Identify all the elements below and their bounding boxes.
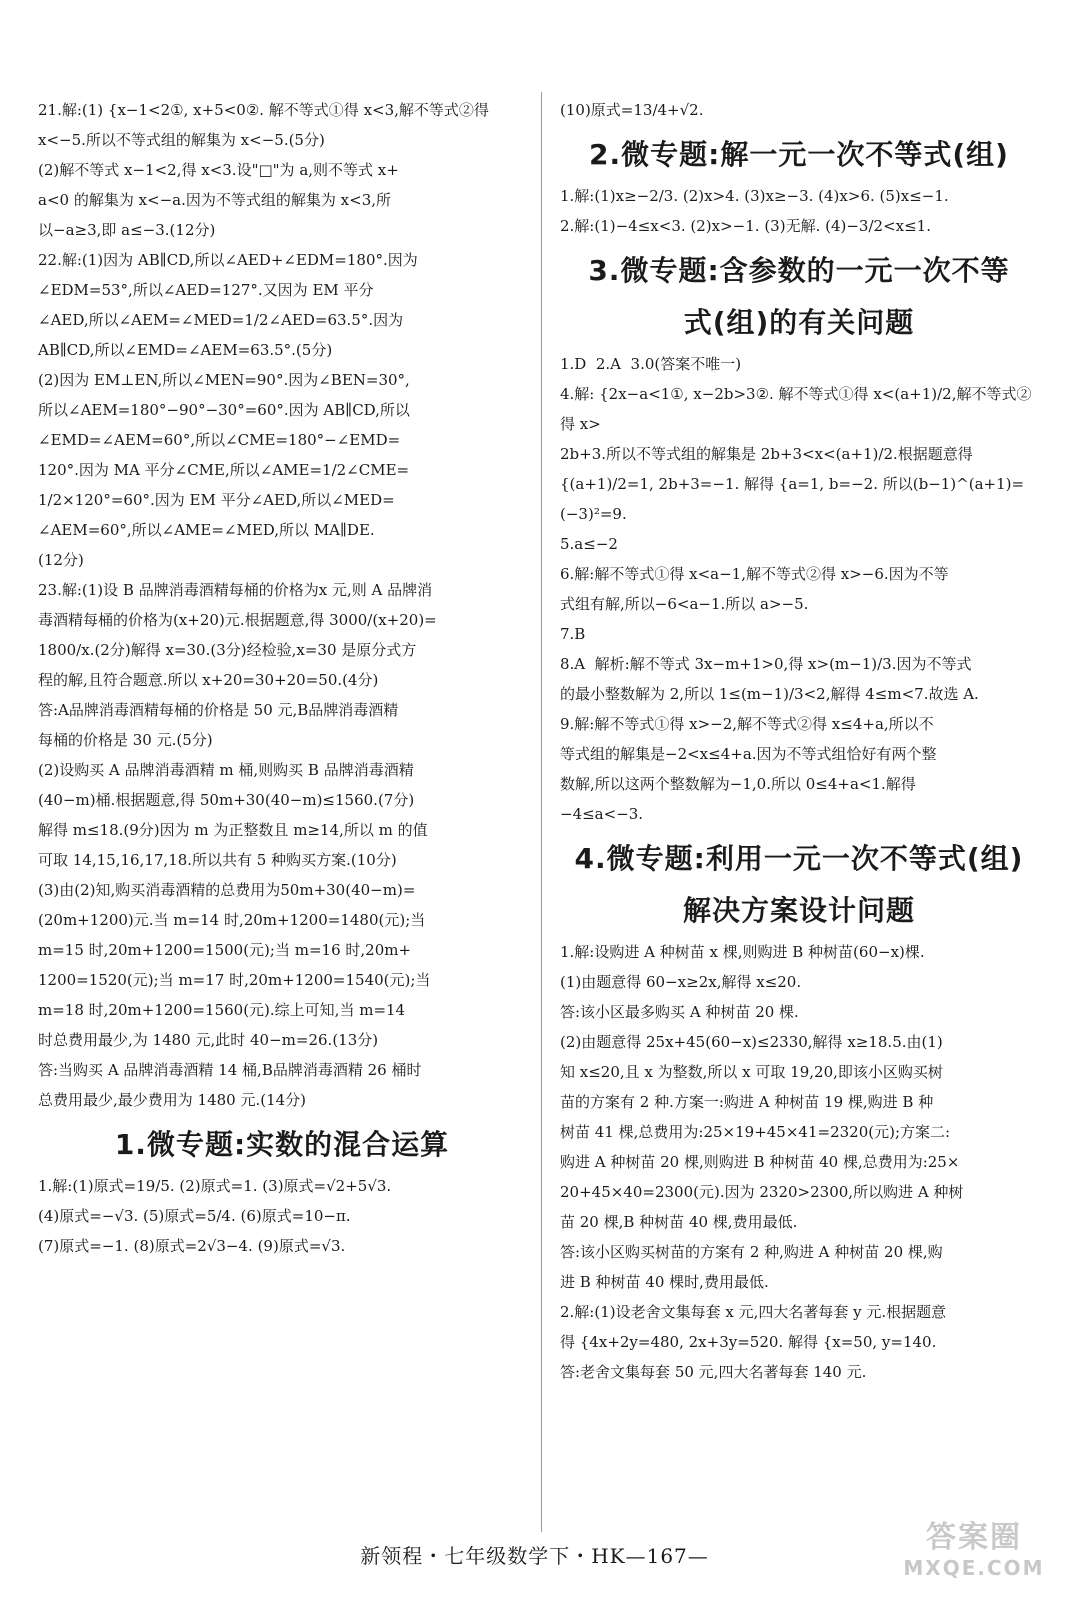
section-heading: 式(组)的有关问题 xyxy=(683,306,915,339)
page-footer: 新领程・七年级数学下・HK—167— xyxy=(360,1544,709,1568)
answer-line: 2.解:(1)−4≤x<3. (2)x>−1. (3)无解. (4)−3/2<x≤1. xyxy=(560,217,931,235)
section-heading: 3.微专题:含参数的一元一次不等 xyxy=(588,254,1010,287)
answer-line: ∠AED,所以∠AEM=∠MED=1/2∠AED=63.5°.因为 xyxy=(38,311,404,329)
answer-line: 解得 m≤18.(9分)因为 m 为正整数且 m≥14,所以 m 的值 xyxy=(38,821,428,839)
answer-line: 20+45×40=2300(元).因为 2320>2300,所以购进 A 种树 xyxy=(560,1183,964,1201)
right-column xyxy=(560,95,1038,1387)
watermark-url: MXQE.COM xyxy=(903,1556,1045,1580)
answer-line: (10)原式=13/4+√2. xyxy=(560,101,704,119)
answer-line: 得 {4x+2y=480, 2x+3y=520. 解得 {x=50, y=140. xyxy=(560,1333,937,1351)
section-heading: 2.微专题:解一元一次不等式(组) xyxy=(589,138,1009,171)
answer-line: 120°.因为 MA 平分∠CME,所以∠AME=1/2∠CME= xyxy=(38,461,410,479)
answer-line: 答:当购买 A 品牌消毒酒精 14 桶,B品牌消毒酒精 26 桶时 xyxy=(38,1061,422,1079)
answer-line: ∠EMD=∠AEM=60°,所以∠CME=180°−∠EMD= xyxy=(38,431,401,449)
answer-line: 1.解:(1)x≥−2/3. (2)x>4. (3)x≥−3. (4)x>6. (5)x≤−1. xyxy=(560,187,949,205)
answer-line: 答:该小区购买树苗的方案有 2 种,购进 A 种树苗 20 棵,购 xyxy=(560,1243,943,1261)
answer-line: 答:该小区最多购买 A 种树苗 20 棵. xyxy=(560,1003,799,1021)
answer-line: (2)因为 EM⊥EN,所以∠MEN=90°.因为∠BEN=30°, xyxy=(38,371,410,389)
answer-line: x<−5.所以不等式组的解集为 x<−5.(5分) xyxy=(38,131,325,149)
answer-line: 毒酒精每桶的价格为(x+20)元.根据题意,得 3000/(x+20)= xyxy=(38,611,437,629)
section-heading: 解决方案设计问题 xyxy=(682,894,915,927)
answer-line: (2)由题意得 25x+45(60−x)≤2330,解得 x≥18.5.由(1) xyxy=(560,1033,943,1051)
answer-line: 程的解,且符合题意.所以 x+20=30+20=50.(4分) xyxy=(38,671,379,689)
answer-line: 4.解: {2x−a<1①, x−2b>3②. 解不等式①得 x<(a+1)/2,解不等式②得 x> xyxy=(560,385,1032,433)
answer-line: 每桶的价格是 30 元.(5分) xyxy=(38,731,213,749)
answer-line: 8.A 解析:解不等式 3x−m+1>0,得 x>(m−1)/3.因为不等式 xyxy=(560,655,972,673)
answer-line: 21.解:(1) {x−1<2①, x+5<0②. 解不等式①得 x<3,解不等式②得 xyxy=(38,101,489,119)
answer-line: (20m+1200)元.当 m=14 时,20m+1200=1480(元);当 xyxy=(38,911,426,929)
answer-line: 总费用最少,最少费用为 1480 元.(14分) xyxy=(38,1091,307,1109)
answer-line: (2)解不等式 x−1<2,得 x<3.设"□"为 a,则不等式 x+ xyxy=(38,161,399,179)
answer-line: a<0 的解集为 x<−a.因为不等式组的解集为 x<3,所 xyxy=(38,191,392,209)
answer-line: (2)设购买 A 品牌消毒酒精 m 桶,则购买 B 品牌消毒酒精 xyxy=(38,761,414,779)
answer-line: 6.解:解不等式①得 x<a−1,解不等式②得 x>−6.因为不等 xyxy=(560,565,949,583)
answer-line: AB∥CD,所以∠EMD=∠AEM=63.5°.(5分) xyxy=(38,341,333,359)
answer-line: 可取 14,15,16,17,18.所以共有 5 种购买方案.(10分) xyxy=(38,851,397,869)
left-column xyxy=(38,95,526,1261)
answer-line: (12分) xyxy=(38,551,84,569)
answer-line: 2b+3.所以不等式组的解集是 2b+3<x<(a+1)/2.根据题意得 xyxy=(560,445,973,463)
answer-line: 等式组的解集是−2<x≤4+a.因为不等式组恰好有两个整 xyxy=(560,745,937,763)
answer-line: 1.解:设购进 A 种树苗 x 棵,则购进 B 种树苗(60−x)棵. xyxy=(560,943,925,961)
answer-line: 进 B 种树苗 40 棵时,费用最低. xyxy=(560,1273,769,1291)
watermark-logo: 答案圈 xyxy=(926,1520,1022,1555)
answer-line: m=18 时,20m+1200=1560(元).综上可知,当 m=14 xyxy=(38,1001,406,1019)
answer-line: 1800/x.(2分)解得 x=30.(3分)经检验,x=30 是原分式方 xyxy=(38,641,417,659)
answer-line: 树苗 41 棵,总费用为:25×19+45×41=2320(元);方案二: xyxy=(560,1123,951,1141)
answer-line: 数解,所以这两个整数解为−1,0.所以 0≤4+a<1.解得 xyxy=(560,775,916,793)
answer-line: 1.D 2.A 3.0(答案不唯一) xyxy=(560,355,742,373)
answer-line: 所以∠AEM=180°−90°−30°=60°.因为 AB∥CD,所以 xyxy=(38,401,410,419)
answer-line: 22.解:(1)因为 AB∥CD,所以∠AED+∠EDM=180°.因为 xyxy=(38,251,418,269)
answer-line: ∠EDM=53°,所以∠AED=127°.又因为 EM 平分 xyxy=(38,281,374,299)
answer-line: −4≤a<−3. xyxy=(560,805,644,823)
answer-line: 知 x≤20,且 x 为整数,所以 x 可取 19,20,即该小区购买树 xyxy=(560,1063,943,1081)
section-heading: 1.微专题:实数的混合运算 xyxy=(114,1128,450,1161)
watermark xyxy=(899,1512,1049,1582)
answer-line: 2.解:(1)设老舍文集每套 x 元,四大名著每套 y 元.根据题意 xyxy=(560,1303,947,1321)
answer-line: 1200=1520(元);当 m=17 时,20m+1200=1540(元);当 xyxy=(38,971,431,989)
answer-line: (4)原式=−√3. (5)原式=5/4. (6)原式=10−π. xyxy=(38,1207,351,1225)
answer-line: (7)原式=−1. (8)原式=2√3−4. (9)原式=√3. xyxy=(38,1237,346,1255)
answer-line: 购进 A 种树苗 20 棵,则购进 B 种树苗 40 棵,总费用为:25× xyxy=(560,1153,960,1171)
answer-line: m=15 时,20m+1200=1500(元);当 m=16 时,20m+ xyxy=(38,941,412,959)
answer-line: 的最小整数解为 2,所以 1≤(m−1)/3<2,解得 4≤m<7.故选 A. xyxy=(560,685,979,703)
answer-line: (3)由(2)知,购买消毒酒精的总费用为50m+30(40−m)= xyxy=(38,881,416,899)
answer-line: 答:老舍文集每套 50 元,四大名著每套 140 元. xyxy=(560,1363,867,1381)
answer-line: 5.a≤−2 xyxy=(560,535,618,553)
answer-line: (40−m)桶.根据题意,得 50m+30(40−m)≤1560.(7分) xyxy=(38,791,415,809)
column-divider xyxy=(541,92,542,1532)
answer-line: 1/2×120°=60°.因为 EM 平分∠AED,所以∠MED= xyxy=(38,491,395,509)
answer-line: (1)由题意得 60−x≥2x,解得 x≤20. xyxy=(560,973,802,991)
answer-line: 式组有解,所以−6<a−1.所以 a>−5. xyxy=(560,595,809,613)
answer-line: 苗的方案有 2 种.方案一:购进 A 种树苗 19 棵,购进 B 种 xyxy=(560,1093,934,1111)
answer-line: 9.解:解不等式①得 x>−2,解不等式②得 x≤4+a,所以不 xyxy=(560,715,934,733)
answer-line: 7.B xyxy=(560,625,586,643)
section-heading: 4.微专题:利用一元一次不等式(组) xyxy=(574,842,1024,875)
answer-line: 以−a≥3,即 a≤−3.(12分) xyxy=(38,221,216,239)
answer-line: 时总费用最少,为 1480 元,此时 40−m=26.(13分) xyxy=(38,1031,379,1049)
answer-line: 苗 20 棵,B 种树苗 40 棵,费用最低. xyxy=(560,1213,798,1231)
answer-line: ∠AEM=60°,所以∠AME=∠MED,所以 MA∥DE. xyxy=(38,521,375,539)
answer-line: {(a+1)/2=1, 2b+3=−1. 解得 {a=1, b=−2. 所以(b−1)^(a+1)=(−3)²=9. xyxy=(560,475,1025,523)
answer-line: 23.解:(1)设 B 品牌消毒酒精每桶的价格为x 元,则 A 品牌消 xyxy=(38,581,433,599)
answer-line: 答:A品牌消毒酒精每桶的价格是 50 元,B品牌消毒酒精 xyxy=(38,701,399,719)
answer-line: 1.解:(1)原式=19/5. (2)原式=1. (3)原式=√2+5√3. xyxy=(38,1177,392,1195)
